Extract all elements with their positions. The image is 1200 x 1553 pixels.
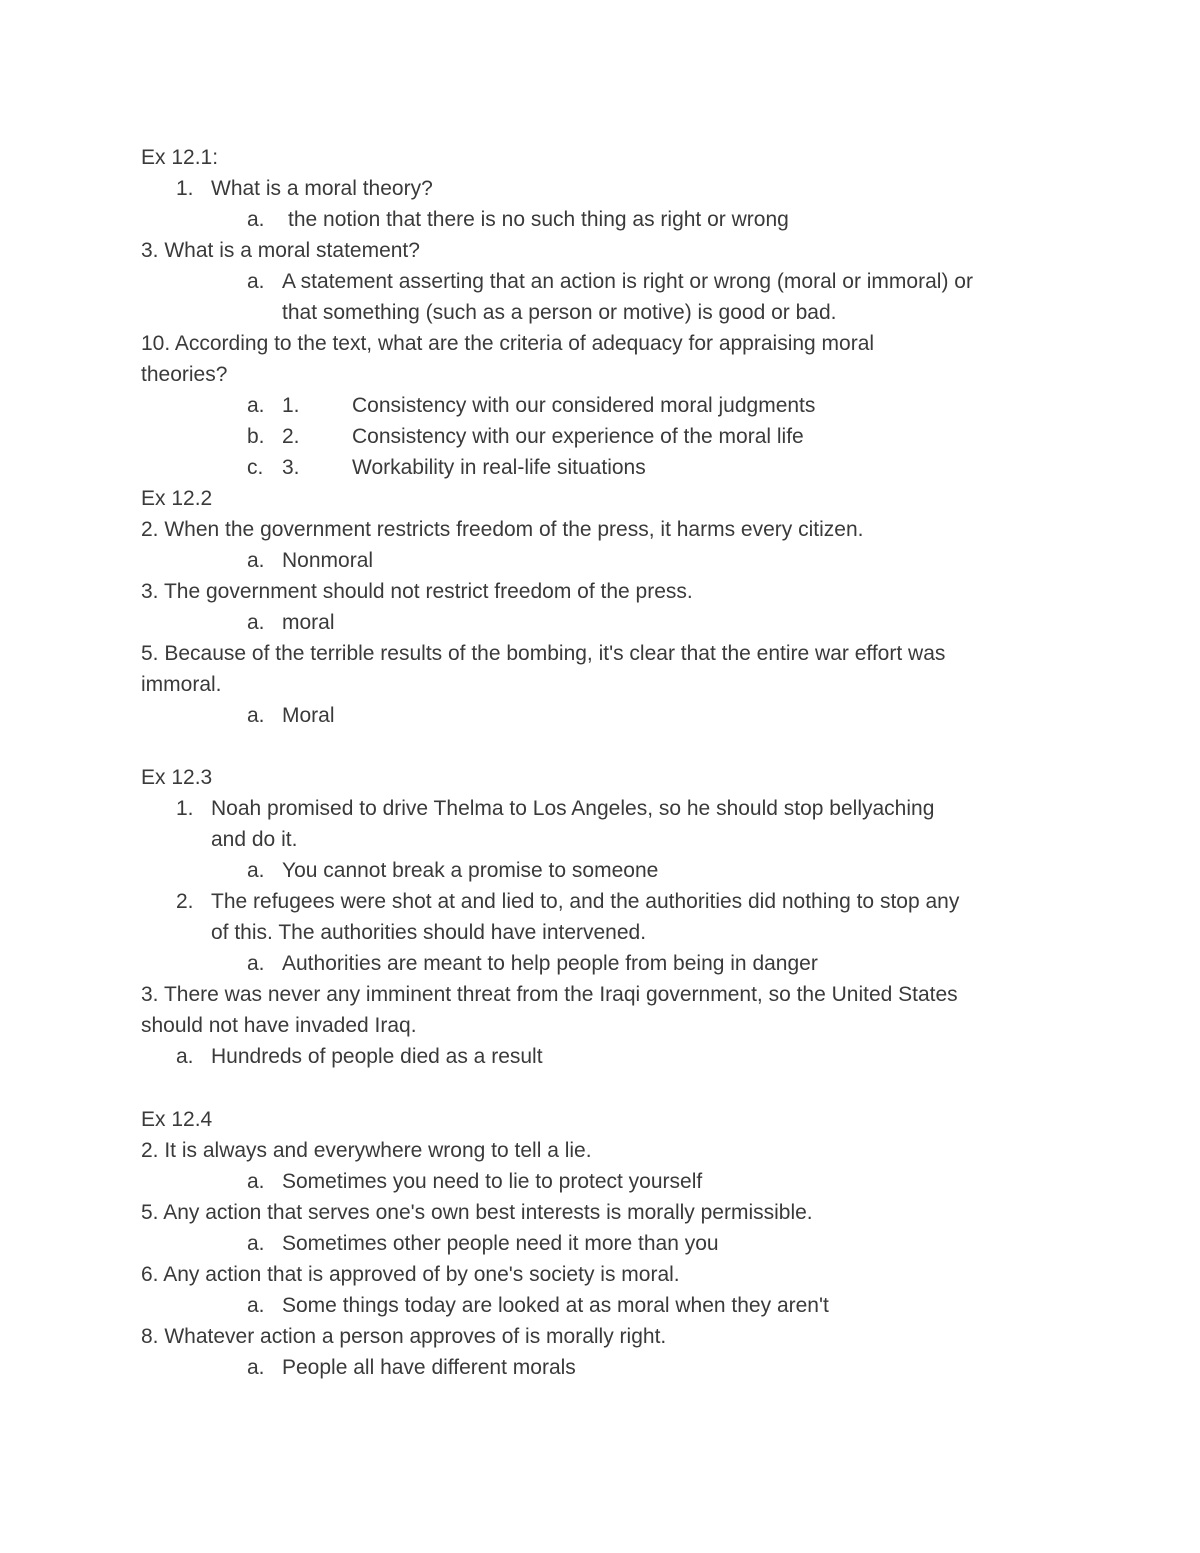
statement-text: 6. Any action that is approved of by one's society is moral. [141, 1263, 680, 1286]
statement-text-line-1: The refugees were shot at and lied to, and the authorities did nothing to stop any [211, 890, 960, 913]
answer-marker: a. [247, 1170, 265, 1193]
answer-text: Sometimes other people need it more than you [282, 1232, 719, 1255]
answer-marker: a. [247, 704, 265, 727]
answer-marker: a. [247, 1356, 265, 1379]
answer-marker: a. [247, 270, 265, 293]
answer-text: moral [282, 611, 335, 634]
answer-marker: a. [247, 549, 265, 572]
statement-text-line-2: should not have invaded Iraq. [141, 1014, 417, 1037]
answer-text-line-1: A statement asserting that an action is right or wrong (moral or immoral) or [282, 270, 973, 293]
criterion-text: Workability in real-life situations [352, 456, 646, 479]
statement-text: 2. When the government restricts freedom of the press, it harms every citizen. [141, 518, 864, 541]
answer-marker: a. [247, 1232, 265, 1255]
answer-text: Some things today are looked at as moral when they aren't [282, 1294, 829, 1317]
criterion-number: 1. [282, 394, 300, 417]
section-heading-ex-12-2: Ex 12.2 [141, 487, 213, 510]
section-heading-ex-12-1: Ex 12.1: [141, 146, 219, 169]
statement-text-line-1: 5. Because of the terrible results of the bombing, it's clear that the entire war effort was [141, 642, 946, 665]
answer-text: Authorities are meant to help people from being in danger [282, 952, 818, 975]
answer-text: the notion that there is no such thing as right or wrong [288, 208, 789, 231]
answer-text: People all have different morals [282, 1356, 576, 1379]
section-heading-ex-12-3: Ex 12.3 [141, 766, 213, 789]
statement-text: 5. Any action that serves one's own best interests is morally permissible. [141, 1201, 813, 1224]
answer-text: Moral [282, 704, 335, 727]
answer-marker: a. [176, 1045, 194, 1068]
statement-text-line-2: immoral. [141, 673, 222, 696]
criterion-marker: a. [247, 394, 265, 417]
question-10-line-2: theories? [141, 363, 228, 386]
question-1-marker: 1. [176, 177, 194, 200]
criterion-number: 2. [282, 425, 300, 448]
answer-text: You cannot break a promise to someone [282, 859, 659, 882]
answer-marker: a. [247, 1294, 265, 1317]
answer-marker: a. [247, 952, 265, 975]
criterion-number: 3. [282, 456, 300, 479]
statement-marker: 2. [176, 890, 194, 913]
answer-text: Hundreds of people died as a result [211, 1045, 543, 1068]
statement-text: 2. It is always and everywhere wrong to tell a lie. [141, 1139, 592, 1162]
statement-text: 3. The government should not restrict freedom of the press. [141, 580, 693, 603]
answer-text: Nonmoral [282, 549, 374, 572]
statement-marker: 1. [176, 797, 194, 820]
statement-text-line-1: 3. There was never any imminent threat from the Iraqi government, so the United States [141, 983, 958, 1006]
answer-text: Sometimes you need to lie to protect yourself [282, 1170, 703, 1193]
statement-text-line-2: and do it. [211, 828, 298, 851]
question-3-text: 3. What is a moral statement? [141, 239, 420, 262]
question-10-line-1: 10. According to the text, what are the criteria of adequacy for appraising moral [141, 332, 875, 355]
answer-marker: a. [247, 611, 265, 634]
statement-text: 8. Whatever action a person approves of is morally right. [141, 1325, 667, 1348]
criterion-marker: c. [247, 456, 264, 479]
criterion-marker: b. [247, 425, 265, 448]
answer-text-line-2: that something (such as a person or motive) is good or bad. [282, 301, 837, 324]
answer-marker: a. [247, 208, 265, 231]
answer-marker: a. [247, 859, 265, 882]
statement-text-line-1: Noah promised to drive Thelma to Los Angeles, so he should stop bellyaching [211, 797, 935, 820]
question-1-text: What is a moral theory? [211, 177, 433, 200]
criterion-text: Consistency with our experience of the moral life [352, 425, 804, 448]
criterion-text: Consistency with our considered moral judgments [352, 394, 816, 417]
statement-text-line-2: of this. The authorities should have intervened. [211, 921, 647, 944]
section-heading-ex-12-4: Ex 12.4 [141, 1108, 213, 1131]
